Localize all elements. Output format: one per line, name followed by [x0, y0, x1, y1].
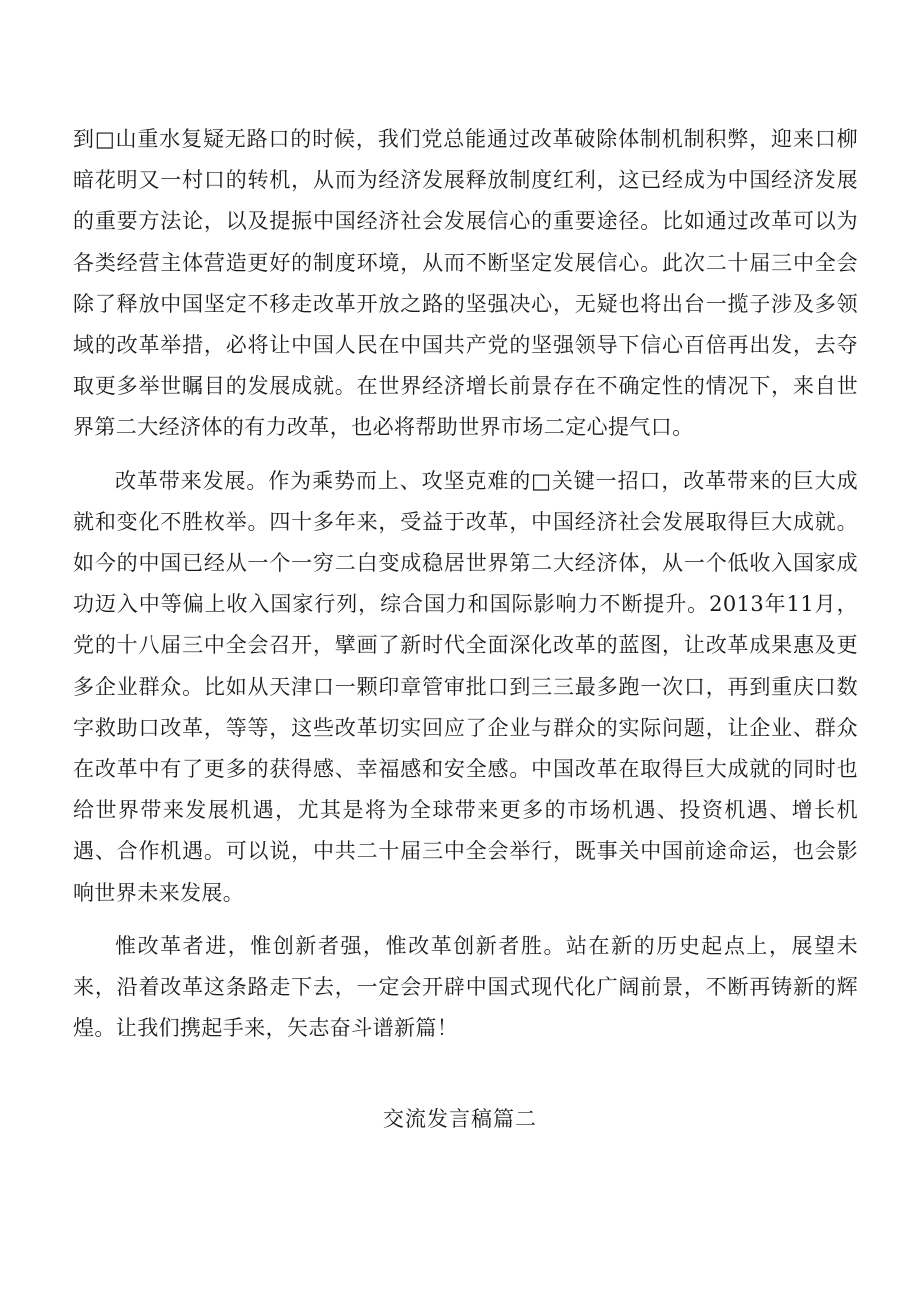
paragraph-conclusion: 惟改革者进，惟创新者强，惟改革创新者胜。站在新的历史起点上，展望未来，沿着改革这条路走下去，一定会开辟中国式现代化广阔前景，不断再铸新的辉煌。让我们携起手来，矢志奋斗谱新篇！: [73, 933, 858, 1041]
section-heading: 交流发言稿篇二: [383, 1107, 537, 1131]
paragraph-continuation: 到□山重水复疑无路口的时候，我们党总能通过改革破除体制机制积弊，迎来口柳暗花明又一村口的转机，从而为经济发展释放制度红利，这已经成为中国经济发展的重要方法论，以及提振中国经济社会发展信心的重要途径。比如通过改革可以为各类经营主体营造更好的制度环境，从而不断坚定发展信心。此次二十届三中全会除了释放中国坚定不移走改革开放之路的坚强决心，无疑也将出台一揽子涉及多领域的改革举措，必将让中国人民在中国共产党的坚强领导下信心百倍再出发，去夺取更多举世瞩目的发展成就。在世界经济增长前景存在不确定性的情况下，来自世界第二大经济体的有力改革，也必将帮助世界市场二定心提气口。: [73, 127, 858, 440]
paragraph-reform-development: 改革带来发展。作为乘势而上、攻坚克难的□关键一招口，改革带来的巨大成就和变化不胜枚举。四十多年来，受益于改革，中国经济社会发展取得巨大成就。如今的中国已经从一个一穷二白变成稳居世界第二大经济体，从一个低收入国家成功迈入中等偏上收入国家行列，综合国力和国际影响力不断提升。2013年11月，党的十八届三中全会召开，擘画了新时代全面深化改革的蓝图，让改革成果惠及更多企业群众。比如从天津口一颗印章管审批口到三三最多跑一次口，再到重庆口数字救助口改革，等等，这些改革切实回应了企业与群众的实际问题，让企业、群众在改革中有了更多的获得感、幸福感和安全感。中国改革在取得巨大成就的同时也给世界带来发展机遇，尤其是将为全球带来更多的市场机遇、投资机遇、增长机遇、合作机遇。可以说，中共二十届三中全会举行，既事关中国前途命运，也会影响世界未来发展。: [73, 468, 858, 905]
document-body: [73, 119, 858, 1049]
